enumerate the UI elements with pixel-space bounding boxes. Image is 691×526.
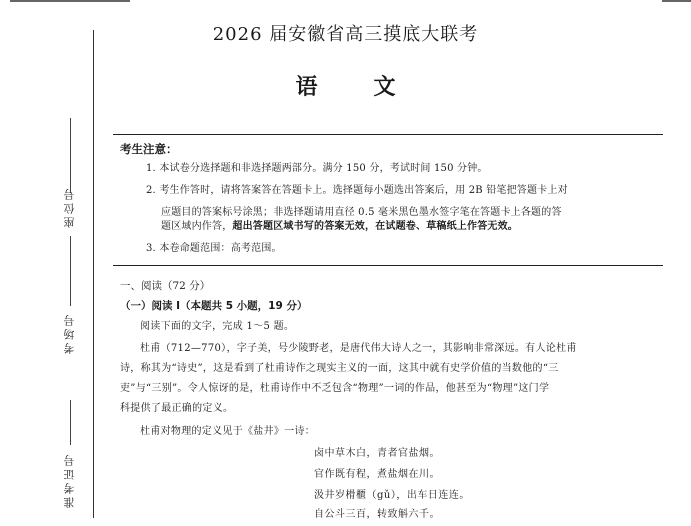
poem-line: 卤中草木白，青者官盐烟。 bbox=[314, 448, 440, 459]
passage-line-2: 诗，称其为“诗史”，这是看到了杜甫诗作之现实主义的一面，这其中就有史学价值的当数他的“三 bbox=[120, 363, 559, 374]
passage-line-4: 科提供了最正确的定义。 bbox=[120, 403, 234, 414]
notice-item-3: 3. 本卷命题范围：高考范围。 bbox=[146, 243, 282, 254]
exam-room-label: 考场号 bbox=[63, 312, 76, 354]
passage-line-5: 杜甫对物理的定义见于《盐井》一诗： bbox=[140, 426, 316, 437]
notice-item-2-line-3 bbox=[161, 216, 673, 238]
subject-title: 语文 bbox=[295, 74, 452, 100]
candidate-id-blank bbox=[70, 400, 71, 445]
poem-line: 官作既有程，煮盐烟在川。 bbox=[314, 469, 440, 480]
notice-item-1: 1. 本试卷分选择题和非选择题两部分。满分 150 分，考试时间 150 分钟。 bbox=[146, 163, 488, 174]
binding-line bbox=[93, 30, 94, 518]
notice-top-rule bbox=[113, 134, 663, 135]
notice-heading: 考生注意： bbox=[120, 142, 178, 156]
page-border-top-right bbox=[662, 0, 691, 2]
poem-line: 自公斗三百，转致斛六千。 bbox=[314, 509, 440, 520]
seat-number-label: 座位号 bbox=[63, 186, 76, 228]
page-border-top-left bbox=[10, 0, 130, 2]
passage-line-1: 杜甫（712—770），字子美，号少陵野老，是唐代伟大诗人之一，其影响非常深远。有人论杜甫 bbox=[140, 343, 577, 354]
notice-item-2-emphasis: 超出答题区域书写的答案无效，在试题卷、草稿纸上作答无效。 bbox=[232, 221, 519, 232]
poem-line: 汲井岁榾櫃（gǔ），出车日连连。 bbox=[314, 490, 470, 501]
notice-item-2-plain: 题区域内作答， bbox=[161, 221, 233, 232]
passage-line-3: 吏”与“三别”。令人惊讶的是，杜甫诗作中不乏包含“物理”一词的作品，他甚至为“物理”这门学 bbox=[120, 383, 550, 394]
section-title: 一、阅读（72 分） bbox=[120, 280, 211, 292]
notice-item-2-line-1: 2. 考生作答时，请将答案答在答题卡上。选择题每小题选出答案后，用 2B 铅笔把答题卡上对 bbox=[146, 185, 568, 196]
reading-instruction: 阅读下面的文字，完成 1～5 题。 bbox=[140, 321, 295, 332]
candidate-id-label: 准考证号 bbox=[63, 452, 76, 508]
notice-bottom-rule bbox=[113, 265, 663, 266]
exam-room-blank bbox=[70, 236, 71, 306]
exam-title: 2026 届安徽省高三摸底大联考 bbox=[212, 24, 479, 45]
subsection-title: （一）阅读 Ⅰ（本题共 5 小题，19 分） bbox=[120, 300, 308, 312]
notice-item-2-line-2: 应题目的答案标号涂黑；非选择题请用直径 0.5 毫米黑色墨水签字笔在答题卡上各题的答 bbox=[161, 207, 562, 218]
seat-number-blank bbox=[70, 118, 71, 193]
